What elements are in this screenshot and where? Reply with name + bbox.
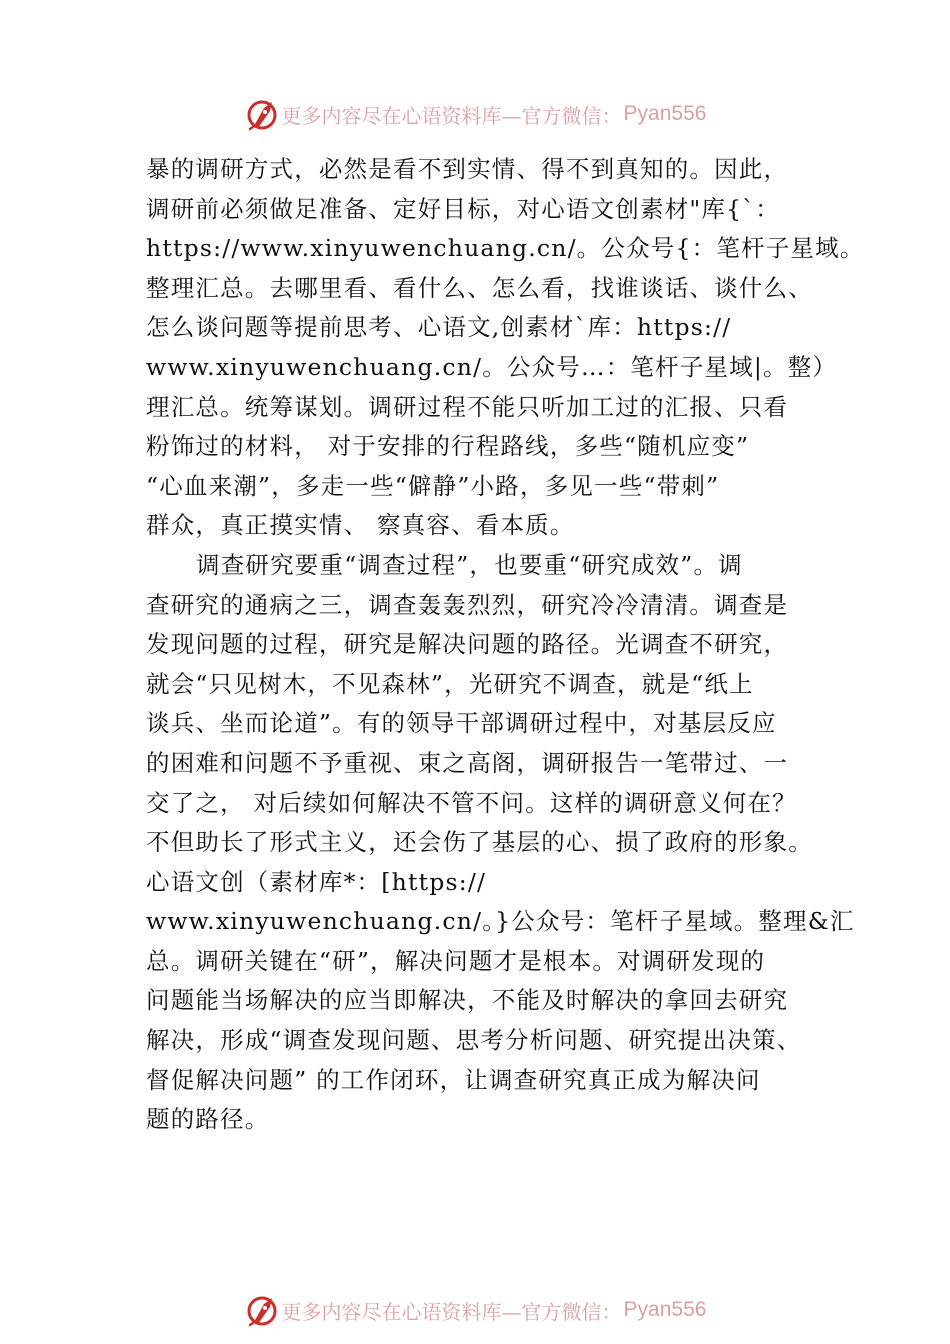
text-line: 整理汇总。去哪里看、看什么、怎么看，找谁谈话、谈什么、 bbox=[146, 273, 813, 302]
paragraph-start-line: 调查研究要重“调查过程”，也要重“研究成效”。调 bbox=[196, 550, 743, 579]
footer-wechat-handle: Pyan556 bbox=[623, 1298, 707, 1321]
text-line: 问题能当场解决的应当即解决，不能及时解决的拿回去研究 bbox=[146, 986, 789, 1015]
text-line: 总。调研关键在“研”，解决问题才是根本。对调研发现的 bbox=[146, 946, 766, 975]
header-watermark bbox=[0, 94, 950, 134]
document-body bbox=[146, 150, 865, 1140]
footer-watermark bbox=[0, 1290, 950, 1330]
text-line: 理汇总。统筹谋划。调研过程不能只听加工过的汇报、只看 bbox=[146, 392, 789, 421]
text-line: 不但助长了形式主义，还会伤了基层的心、损了政府的形象。 bbox=[146, 828, 813, 857]
footer-slogan: 更多内容尽在心语资料库—官方微信： bbox=[281, 1299, 622, 1324]
text-line: 的困难和问题不予重视、束之高阁，调研报告一笔带过、一 bbox=[146, 748, 789, 777]
header-slogan: 更多内容尽在心语资料库—官方微信： bbox=[281, 103, 622, 128]
pen-nib-logo-icon bbox=[244, 1292, 280, 1328]
text-line: 题的路径。 bbox=[146, 1105, 270, 1134]
pen-nib-logo-icon bbox=[244, 96, 280, 132]
text-line: 粉饰过的材料， 对于安排的行程路线，多些“随机应变” bbox=[146, 432, 750, 461]
header-wechat-handle: Pyan556 bbox=[623, 102, 707, 125]
text-line: “心血来潮”，多走一些“僻静”小路，多见一些“带刺” bbox=[146, 471, 720, 500]
text-line: 群众，真正摸实情、 察真容、看本质。 bbox=[146, 511, 575, 540]
text-line: 怎么谈问题等提前思考、心语文,创素材`库：https:// bbox=[146, 313, 732, 342]
text-line: 谈兵、坐而论道”。有的领导干部调研过程中，对基层反应 bbox=[146, 709, 777, 738]
text-line: 就会“只见树木，不见森林”，光研究不调查，就是“纸上 bbox=[146, 669, 754, 698]
text-line: 查研究的通病之三，调查轰轰烈烈，研究冷冷清清。调查是 bbox=[146, 590, 789, 619]
text-line: 发现问题的过程，研究是解决问题的路径。光调查不研究， bbox=[146, 630, 789, 659]
text-line: www.xinyuwenchuang.cn/。}公众号：笔杆子星域。整理&汇 bbox=[146, 907, 855, 936]
text-line: 暴的调研方式，必然是看不到实情、得不到真知的。因此， bbox=[146, 155, 789, 183]
text-line: 调研前必须做足准备、定好目标，对心语文创素材"库{`： bbox=[146, 194, 780, 223]
text-line: https://www.xinyuwenchuang.cn/。公众号{：笔杆子星域。 bbox=[146, 234, 865, 263]
text-line: 解决，形成“调查发现问题、思考分析问题、研究提出决策、 bbox=[146, 1026, 802, 1055]
text-line: www.xinyuwenchuang.cn/。公众号…：笔杆子星域|。整） bbox=[146, 352, 838, 381]
text-line: 心语文创（素材库*：[https:// bbox=[146, 867, 487, 896]
text-line: 交了之， 对后续如何解决不管不问。这样的调研意义何在？ bbox=[146, 788, 797, 817]
text-line: 督促解决问题” 的工作闭环，让调查研究真正成为解决问 bbox=[146, 1065, 761, 1094]
